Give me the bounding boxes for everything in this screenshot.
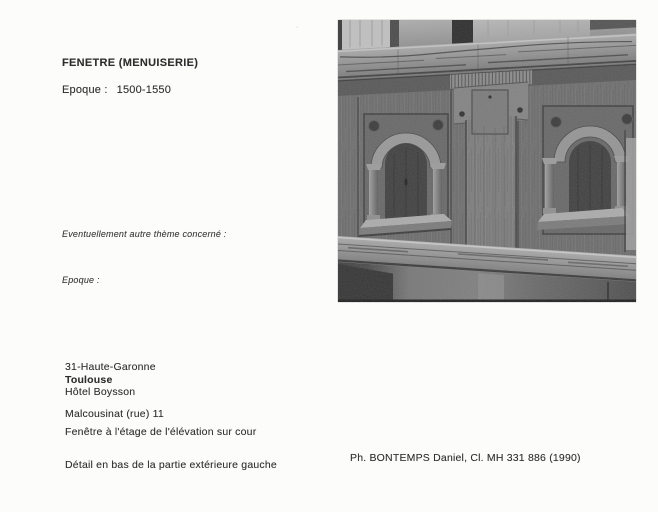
location-subject: Fenêtre à l'étage de l'élévation sur cour — [65, 426, 257, 438]
photo-carved-window-panel — [338, 20, 636, 302]
record-title: FENETRE (MENUISERIE) — [62, 57, 199, 69]
location-building: Hôtel Boysson — [65, 386, 136, 398]
location-street: Malcousinat (rue) 11 — [65, 408, 164, 420]
epoque-value: 1500-1550 — [116, 84, 172, 96]
location-department: 31-Haute-Garonne — [65, 361, 156, 373]
epoque-line — [62, 84, 171, 96]
location-city: Toulouse — [65, 373, 113, 386]
scan-speck: · — [296, 24, 299, 31]
photo-grain-overlay — [338, 20, 636, 302]
epoque-field-label: Epoque : — [62, 275, 100, 285]
detail-caption: Détail en bas de la partie extérieure gauche — [65, 459, 277, 471]
location-block — [65, 361, 156, 399]
other-theme-label: Eventuellement autre thème concerné : — [62, 229, 227, 239]
photographer-credit: Ph. BONTEMPS Daniel, Cl. MH 331 886 (1990) — [350, 452, 581, 464]
epoque-label: Epoque : — [62, 84, 108, 96]
